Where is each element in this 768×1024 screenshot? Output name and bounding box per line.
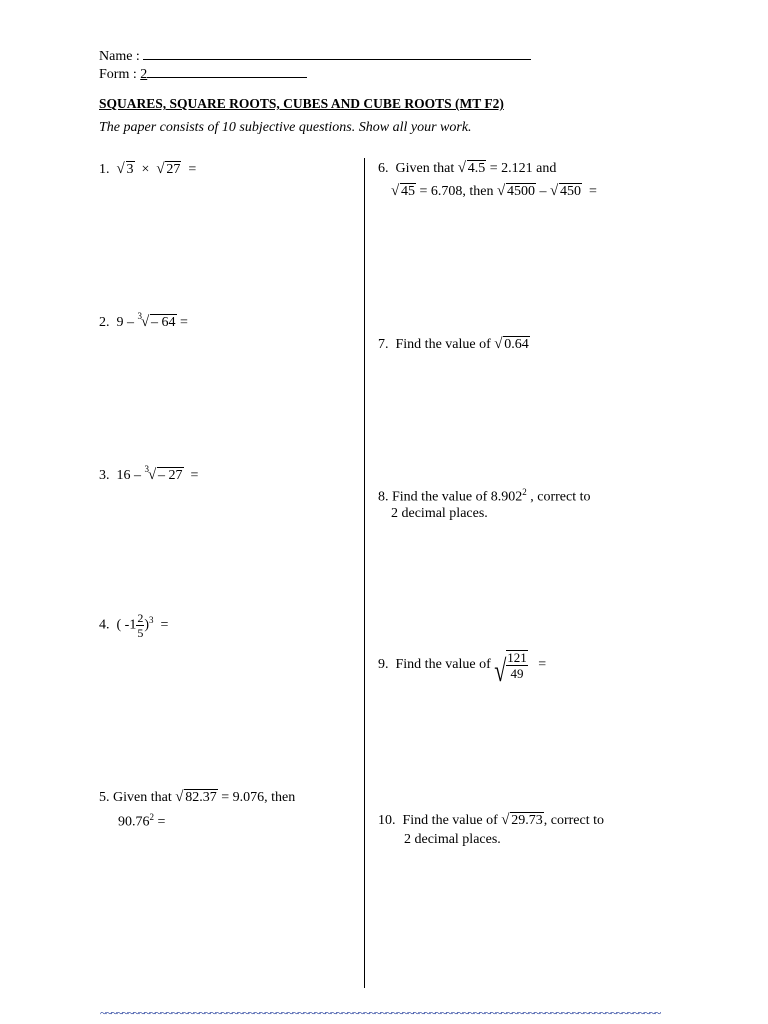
question-10: 10. Find the value of √ 29.73, correct to [378,812,605,828]
question-10-line2: 2 decimal places. [404,832,501,847]
question-9: 9. Find the value of √ $\frac{121}{49}$ = [378,650,547,688]
form-line[interactable] [99,65,307,84]
name-blank[interactable] [143,47,531,60]
form-blank[interactable] [147,65,307,78]
question-5: 5. Given that √ 82.37 = 9.076, then [99,789,296,805]
column-divider [364,158,365,988]
sqrt: √ 3 [116,161,134,177]
question-5-line2: 90.76$^2$ = [118,812,166,830]
question-8-line2: 2 decimal places. [391,506,488,521]
page-title: SQUARES, SQUARE ROOTS, CUBES AND CUBE ROOTS (MT F2) [99,96,504,111]
form-label: Form : [99,67,137,82]
name-label: Name : [99,49,140,64]
question-2: 2. 9 – $^3$ √ – 64 = [99,311,188,330]
footer-wavy-rule: ~~~~~~~~~~~~~~~~~~~~~~~~~~~~~~~~~~~~~~~~~~~~~~~~~~~~~~~~~~~~~~~~~~~~~~~~~~~~~~~~~~~~~~~~~~~~~~~~~~~~~~ [100,1006,661,1016]
intro-text: The paper consists of 10 subjective questions. Show all your work. [99,120,472,135]
form-value: 2 [140,67,148,82]
question-6-line2: √ 45 = 6.708, then √ 4500 – √ 450 = [391,183,597,199]
sqrt: √ 27 [156,161,181,177]
name-line[interactable] [99,47,531,66]
question-1: 1. √ 3 × √ 27 = [99,161,197,177]
fraction: $\frac{2}{5}$ [137,611,144,640]
question-8: 8. Find the value of 8.902$^2$ , correct to [378,487,591,505]
question-3: 3. 16 – $^3$ √ – 27 = [99,464,199,483]
question-6: 6. Given that √ 4.5 = 2.121 and [378,160,557,176]
question-7: 7. Find the value of √ 0.64 [378,336,529,352]
question-4: 4. ( -1 $\frac{2}{5}$ )$^3$ = [99,611,169,640]
